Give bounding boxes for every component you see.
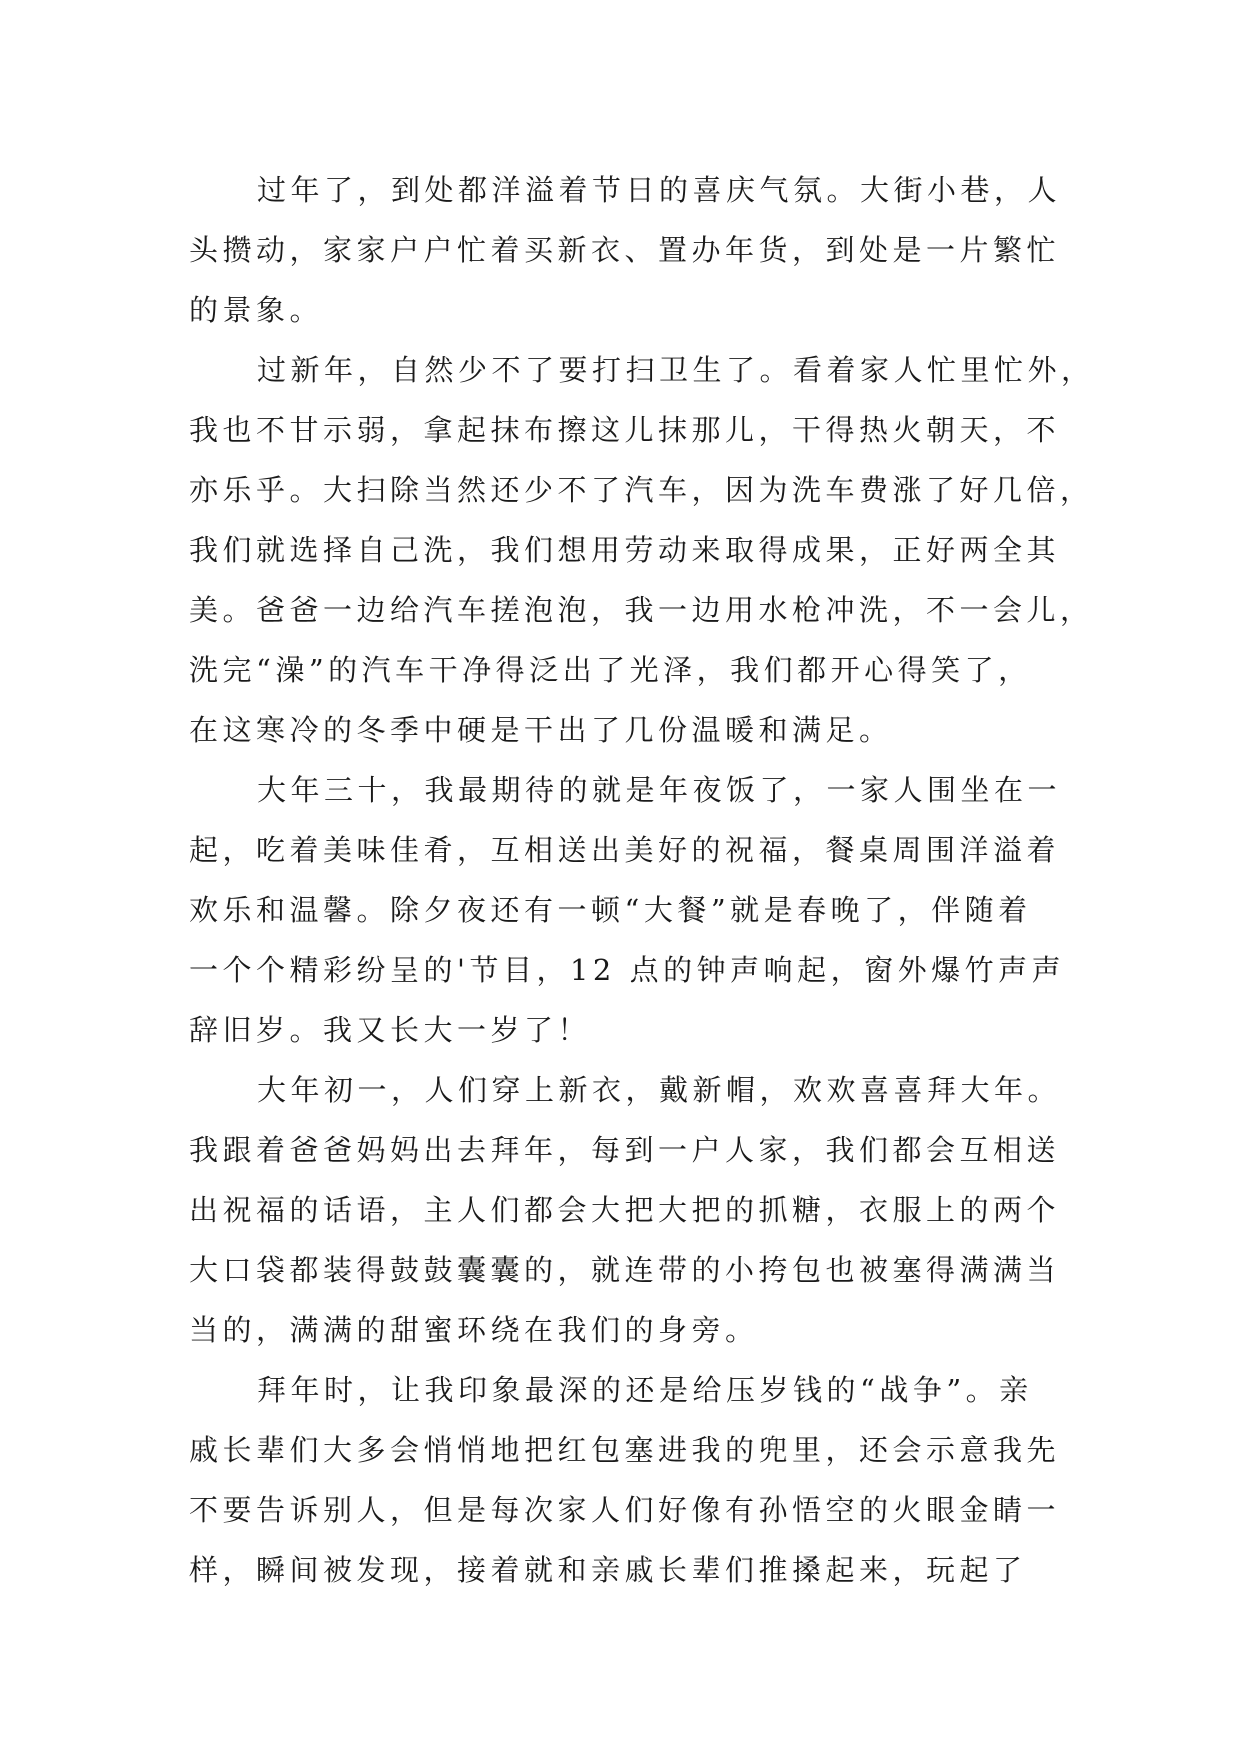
paragraph (189, 160, 1069, 340)
text-line: 起，吃着美味佳肴，互相送出美好的祝福，餐桌周围洋溢着 (189, 833, 1061, 867)
paragraph (189, 1360, 1069, 1600)
text-line: 不要告诉别人，但是每次家人们好像有孙悟空的火眼金睛一 (189, 1493, 1061, 1527)
text-line: 我也不甘示弱，拿起抹布擦这儿抹那儿，干得热火朝天，不 (189, 413, 1061, 447)
paragraph (189, 760, 1069, 1060)
text-line: 拜年时，让我印象最深的还是给压岁钱的“战争”。亲 (257, 1373, 1033, 1407)
paragraph (189, 340, 1095, 760)
text-line: 欢乐和温馨。除夕夜还有一顿“大餐”就是春晚了，伴随着 (189, 893, 1032, 927)
text-line: 过新年，自然少不了要打扫卫生了。看着家人忙里忙外， (257, 353, 1095, 387)
text-line: 大年初一，人们穿上新衣，戴新帽，欢欢喜喜拜大年。 (257, 1073, 1062, 1107)
text-line: 大年三十，我最期待的就是年夜饭了，一家人围坐在一 (257, 773, 1062, 807)
text-line: 戚长辈们大多会悄悄地把红包塞进我的兜里，还会示意我先 (189, 1433, 1061, 1467)
text-line: 在这寒冷的冬季中硬是干出了几份温暖和满足。 (189, 713, 893, 747)
text-line: 美。爸爸一边给汽车搓泡泡，我一边用水枪冲洗，不一会儿， (189, 593, 1094, 627)
text-line: 洗完“澡”的汽车干净得泛出了光泽，我们都开心得笑了， (189, 653, 1032, 687)
essay-body (189, 160, 1095, 1600)
text-line: 我们就选择自己洗，我们想用劳动来取得成果，正好两全其 (189, 533, 1061, 567)
text-line: 过年了，到处都洋溢着节日的喜庆气氛。大街小巷，人 (257, 173, 1062, 207)
text-line: 亦乐乎。大扫除当然还少不了汽车，因为洗车费涨了好几倍， (189, 473, 1094, 507)
paragraph (189, 1060, 1069, 1360)
text-line: 当的，满满的甜蜜环绕在我们的身旁。 (189, 1313, 759, 1347)
text-line: 的景象。 (189, 293, 324, 327)
text-line: 大口袋都装得鼓鼓囊囊的，就连带的小挎包也被塞得满满当 (189, 1253, 1061, 1287)
text-line: 头攒动，家家户户忙着买新衣、置办年货，到处是一片繁忙 (189, 233, 1061, 267)
text-line: 辞旧岁。我又长大一岁了！ (189, 1013, 592, 1047)
text-line: 样，瞬间被发现，接着就和亲戚长辈们推搡起来，玩起了 (189, 1553, 1027, 1587)
text-line: 出祝福的话语，主人们都会大把大把的抓糖，衣服上的两个 (189, 1193, 1061, 1227)
text-line: 一个个精彩纷呈的'节目，12 点的钟声响起，窗外爆竹声声 (189, 953, 1066, 987)
text-line: 我跟着爸爸妈妈出去拜年，每到一户人家，我们都会互相送 (189, 1133, 1061, 1167)
